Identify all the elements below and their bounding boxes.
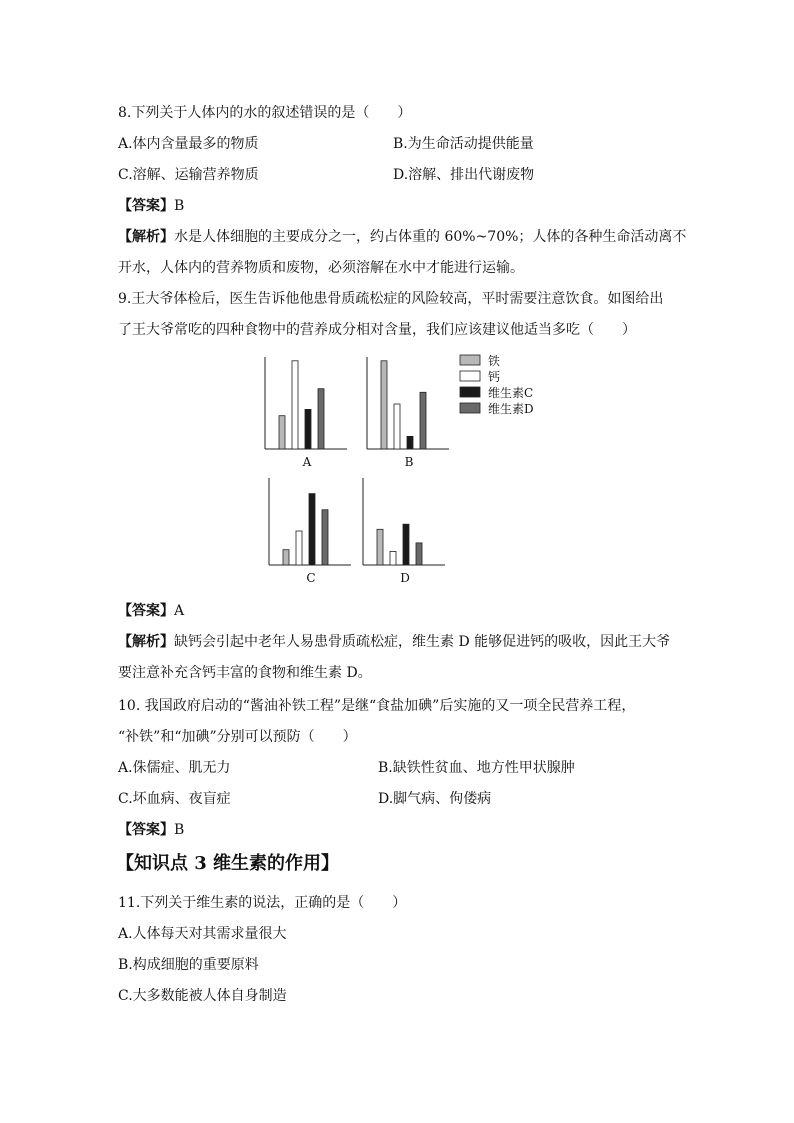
bar-A-2 xyxy=(292,361,298,449)
chart-label-B: B xyxy=(404,455,414,469)
legend-label-2: 钙 xyxy=(488,370,501,384)
q10-stem-line-2: “补铁”和“加碘”分别可以预防（ ） xyxy=(118,729,357,745)
analysis-tag: 【解析】 xyxy=(118,229,174,245)
answer-tag: 【答案】 xyxy=(118,198,174,214)
analysis-text: 水是人体细胞的主要成分之一，约占体重的 60%~70%；人体的各种生命活动离不 xyxy=(174,229,687,245)
q9-analysis-line-1 xyxy=(118,632,670,652)
nutrient-charts-svg xyxy=(255,347,555,592)
bar-D-3 xyxy=(403,524,409,565)
section-heading: 【知识点 3 维生素的作用】 xyxy=(116,853,340,874)
answer-value: A xyxy=(174,603,185,619)
chart-label-A: A xyxy=(302,455,312,469)
q10-option-d: D.脚气病、佝偻病 xyxy=(378,791,492,807)
bar-A-3 xyxy=(305,409,311,449)
q8-analysis-line-2: 开水，人体内的营养物质和废物，必须溶解在水中才能进行运输。 xyxy=(118,260,524,276)
bar-B-1 xyxy=(381,361,387,449)
q11-stem: 11.下列关于维生素的说法，正确的是（ ） xyxy=(118,895,407,911)
q11-option-a: A.人体每天对其需求量很大 xyxy=(118,926,287,942)
bar-A-4 xyxy=(318,389,324,449)
bar-B-2 xyxy=(394,404,400,449)
analysis-tag: 【解析】 xyxy=(118,634,174,650)
legend-swatch-3 xyxy=(460,387,480,397)
q9-answer xyxy=(118,601,184,621)
chart-label-D: D xyxy=(400,571,410,585)
bar-C-1 xyxy=(283,550,289,565)
answer-tag: 【答案】 xyxy=(118,822,174,838)
bar-D-4 xyxy=(416,543,422,565)
bar-B-3 xyxy=(407,436,413,449)
legend-label-1: 铁 xyxy=(488,354,501,368)
q10-answer xyxy=(118,820,184,840)
q8-option-d: D.溶解、排出代谢废物 xyxy=(393,167,535,183)
chart-label-C: C xyxy=(306,571,316,585)
legend-label-4: 维生素D xyxy=(488,402,534,416)
bar-B-4 xyxy=(420,392,426,449)
q9-analysis-line-2: 要注意补充含钙丰富的食物和维生素 D。 xyxy=(118,665,372,681)
bar-D-2 xyxy=(390,551,396,565)
bar-C-4 xyxy=(322,510,328,565)
analysis-text: 缺钙会引起中老年人易患骨质疏松症，维生素 D 能够促进钙的吸收，因此王大爷 xyxy=(174,634,671,650)
q10-option-c: C.坏血病、夜盲症 xyxy=(118,791,231,807)
bar-A-1 xyxy=(279,416,285,449)
answer-tag: 【答案】 xyxy=(118,603,174,619)
bar-C-3 xyxy=(309,494,315,565)
legend-swatch-4 xyxy=(460,403,480,413)
answer-value: B xyxy=(174,822,185,838)
answer-value: B xyxy=(174,198,185,214)
nutrient-bar-charts xyxy=(255,347,555,592)
legend-swatch-1 xyxy=(460,355,480,365)
bar-D-1 xyxy=(377,529,383,565)
q11-option-c: C.大多数能被人体自身制造 xyxy=(118,988,287,1004)
q8-option-b: B.为生命活动提供能量 xyxy=(393,136,534,152)
legend-label-3: 维生素C xyxy=(488,386,534,400)
q8-option-a: A.体内含量最多的物质 xyxy=(118,136,259,152)
legend-swatch-2 xyxy=(460,371,480,381)
q11-option-b: B.构成细胞的重要原料 xyxy=(118,957,259,973)
q10-option-b: B.缺铁性贫血、地方性甲状腺肿 xyxy=(378,760,575,776)
q10-stem-line-1: 10. 我国政府启动的“酱油补铁工程”是继“食盐加碘”后实施的又一项全民营养工程， xyxy=(118,698,636,714)
q8-analysis-line-1 xyxy=(118,227,686,247)
q9-stem-line-1: 9.王大爷体检后，医生告诉他他患骨质疏松症的风险较高，平时需要注意饮食。如图给出 xyxy=(118,291,664,307)
q8-stem: 8.下列关于人体内的水的叙述错误的是（ ） xyxy=(118,105,412,121)
q8-option-c: C.溶解、运输营养物质 xyxy=(118,167,259,183)
q9-stem-line-2: 了王大爷常吃的四种食物中的营养成分相对含量，我们应该建议他适当多吃（ ） xyxy=(118,322,636,338)
bar-C-2 xyxy=(296,531,302,565)
q8-answer xyxy=(118,196,184,216)
q10-option-a: A.侏儒症、肌无力 xyxy=(118,760,231,776)
